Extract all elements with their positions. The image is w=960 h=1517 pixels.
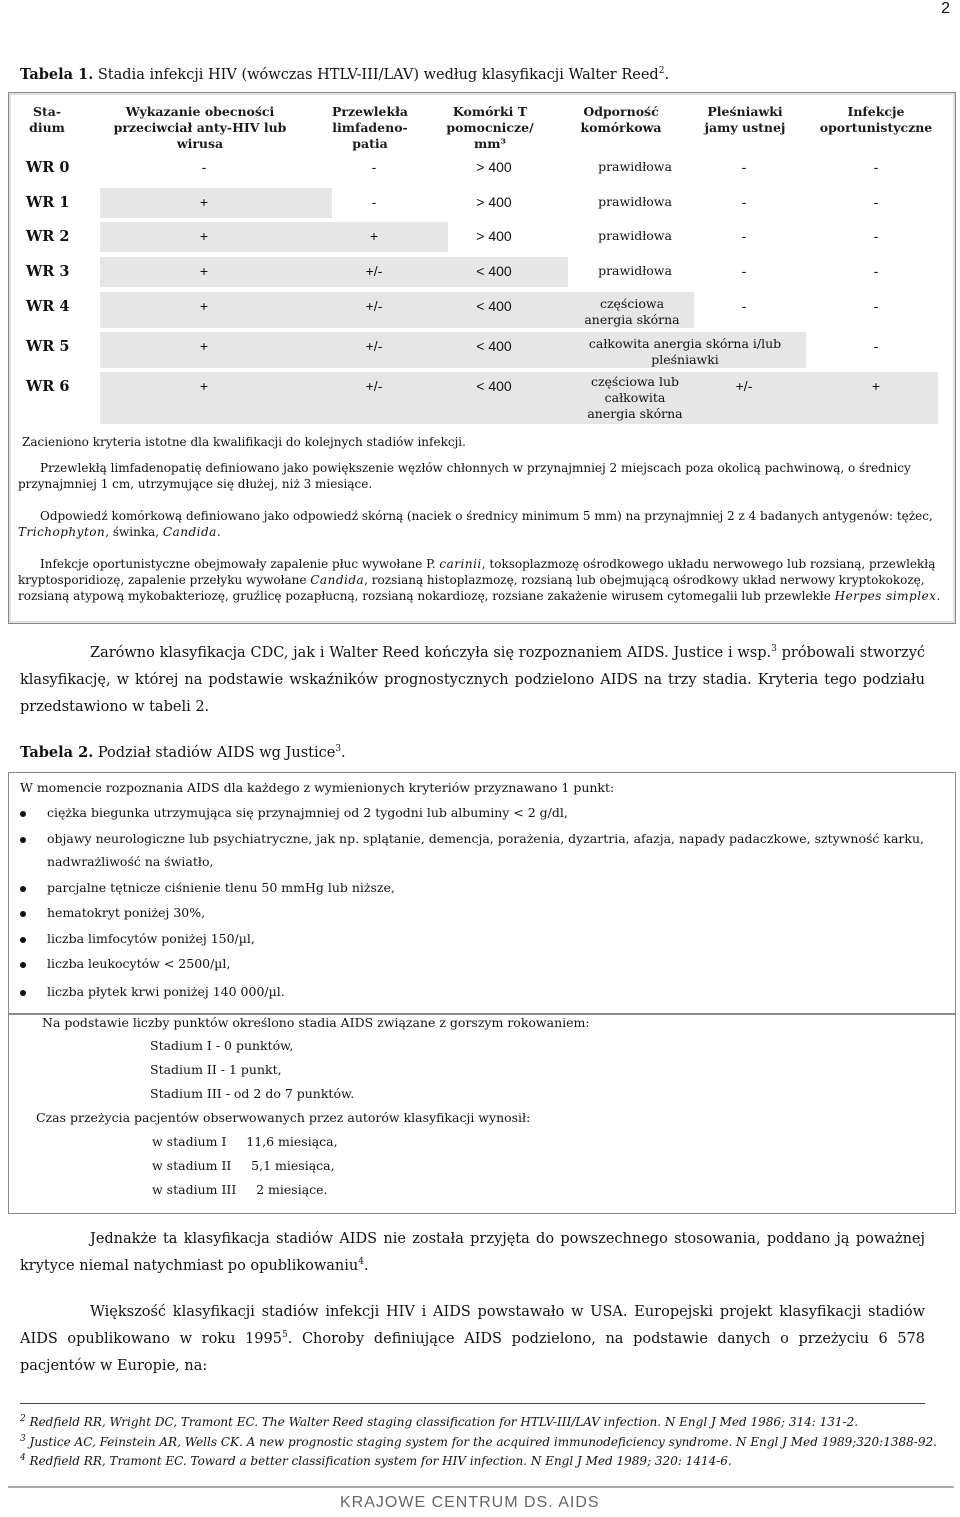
note-lymphadenopathy: Przewlekłą limfadenopatię definiowano jako powiększenie węzłów chłonnych w przynajmniej 2 miejscach poza okolicą pachwinową, o średnicy przynajmniej 1 cm, utrzymujące się dłużej, niż 3 miesiące.: [18, 461, 911, 491]
opportunistic-cell: -: [873, 338, 879, 354]
thrush-cell: -: [741, 263, 747, 279]
paragraph-3: Większość klasyfikacji stadiów infekcji HIV i AIDS powstawało w USA. Europejski projekt klasyfikacji stadiów AIDS opublikowano w roku 1995$^5$. Choroby definiujące AIDS podzielono, na podstawie danych o przeżyciu 6 578 pacjentów w Europie, na:: [20, 1304, 926, 1374]
opportunistic-cell: -: [873, 298, 879, 314]
stage-label: WR 5: [26, 338, 70, 355]
bullet-icon: [20, 911, 26, 917]
tcell-cell: > 400: [476, 159, 512, 175]
survival-intro: Czas przeżycia pacjentów obserwowanych przez autorów klasyfikacji wynosił:: [36, 1110, 531, 1125]
points-intro: Na podstawie liczby punktów określono stadia AIDS związane z gorszym rokowaniem:: [42, 1015, 590, 1030]
criterion-item: objawy neurologiczne lub psychiatryczne, jak np. splątanie, demencja, porażenia, dyzartria, afazja, napady padaczkowe, sztywność karku,: [47, 831, 924, 846]
bullet-icon: [20, 990, 26, 996]
stage-label: WR 0: [26, 159, 70, 176]
table-row: [14, 257, 946, 287]
immunity-cell: całkowita anergia skórna i/lub pleśniawki: [588, 336, 782, 367]
stage-label: WR 6: [26, 378, 70, 395]
lymph-cell: +/-: [365, 298, 383, 314]
survival-item: w stadium II 5,1 miesiąca,: [152, 1158, 335, 1173]
antibodies-cell: +: [199, 194, 209, 210]
bullet-icon: [20, 886, 26, 892]
table-row: [14, 188, 946, 218]
footnote: $^4$ Redfield RR, Tramont EC. Toward a better classification system for HIV infection. N Engl J Med 1989; 320: 1414-6.: [20, 1453, 732, 1468]
table-row: [14, 292, 946, 328]
antibodies-cell: +: [199, 263, 209, 279]
note-cellular-immunity: Odpowiedź komórkową definiowano jako odpowiedź skórną (naciek o średnicy minimum 5 mm) na przynajmniej 2 z 4 badanych antygenów: tężec, Trichophyton, świnka, Candida.: [18, 509, 933, 539]
tcell-cell: < 400: [476, 263, 512, 279]
immunity-cell: prawidłowa: [598, 194, 672, 209]
header-cellular-immunity: Odporność komórkowa: [580, 104, 662, 135]
paragraph-2: Jednakże ta klasyfikacja stadiów AIDS nie została przyjęta do powszechnego stosowania, poddano ją poważnej krytyce niemal natychmiast po opublikowaniu$^4$.: [20, 1231, 925, 1274]
stage-label: WR 4: [26, 298, 70, 315]
criterion-item: liczba leukocytów < 2500/µl,: [47, 956, 231, 971]
criterion-item: liczba płytek krwi poniżej 140 000/µl.: [47, 984, 285, 999]
table-row: [14, 153, 946, 183]
thrush-cell: +/-: [735, 378, 753, 394]
stage-item: Stadium III - od 2 do 7 punktów.: [150, 1086, 355, 1101]
bullet-icon: [20, 837, 26, 843]
header-thrush: Pleśniawki jamy ustnej: [704, 104, 786, 135]
paragraph-1: Zarówno klasyfikacja CDC, jak i Walter Reed kończyła się rozpoznaniem AIDS. Justice i wsp.$^3$ próbowali stworzyć klasyfikację, w której na podstawie wskaźników prognostycznych podzielono AIDS na trzy stadia. Kryteria tego podziału przedstawiono w tabeli 2.: [20, 644, 926, 715]
stage-label: WR 2: [26, 228, 70, 245]
bullet-icon: [20, 937, 26, 943]
header-lymphadenopathy: Przewlekła limfadeno- patia: [331, 104, 409, 151]
lymph-cell: +/-: [365, 263, 383, 279]
thrush-cell: -: [741, 298, 747, 314]
immunity-cell: prawidłowa: [598, 159, 672, 174]
lymph-cell: +/-: [365, 378, 383, 394]
footer-text: KRAJOWE CENTRUM DS. AIDS: [340, 1494, 600, 1511]
immunity-cell: częściowa anergia skórna: [584, 296, 680, 327]
antibodies-cell: +: [199, 298, 209, 314]
stage-item: Stadium II - 1 punkt,: [150, 1062, 282, 1077]
criterion-item: parcjalne tętnicze ciśnienie tlenu 50 mmHg lub niższe,: [47, 880, 395, 895]
antibodies-cell: +: [199, 228, 209, 244]
bullet-icon: [20, 811, 26, 817]
thrush-cell: -: [741, 194, 747, 210]
lymph-cell: +/-: [365, 338, 383, 354]
opportunistic-cell: +: [871, 378, 881, 394]
immunity-cell: prawidłowa: [598, 228, 672, 243]
header-t-cells: Komórki T pomocnicze/ mm³: [446, 104, 534, 151]
page-number: 2: [941, 0, 950, 17]
tcell-cell: > 400: [476, 194, 512, 210]
criterion-item: liczba limfocytów poniżej 150/µl,: [47, 931, 255, 946]
antibodies-cell: -: [201, 159, 207, 175]
criterion-item-continued: nadwrażliwość na światło,: [47, 854, 214, 869]
immunity-cell: częściowa lub całkowita anergia skórna: [587, 374, 683, 421]
lymph-cell: -: [371, 159, 377, 175]
tcell-cell: > 400: [476, 228, 512, 244]
immunity-cell: prawidłowa: [598, 263, 672, 278]
survival-item: w stadium III 2 miesiące.: [152, 1182, 328, 1197]
table-row: [14, 222, 946, 252]
opportunistic-cell: -: [873, 228, 879, 244]
stage-label: WR 1: [26, 194, 70, 211]
survival-item: w stadium I 11,6 miesiąca,: [152, 1134, 338, 1149]
bullet-icon: [20, 962, 26, 968]
header-stage: Sta- dium: [29, 104, 65, 135]
stage-label: WR 3: [26, 263, 70, 280]
opportunistic-cell: -: [873, 263, 879, 279]
criteria-intro: W momencie rozpoznania AIDS dla każdego z wymienionych kryteriów przyznawano 1 punkt:: [20, 780, 615, 795]
lymph-cell: +: [369, 228, 379, 244]
criterion-item: hematokryt poniżej 30%,: [47, 905, 206, 920]
table1-caption: Tabela 1. Stadia infekcji HIV (wówczas HTLV-III/LAV) według klasyfikacji Walter Reed$^2$.: [20, 66, 670, 83]
note-opportunistic: Infekcje oportunistyczne obejmowały zapalenie płuc wywołane P. carinii, toksoplazmozę ośrodkowego układu nerwowego lub rozsianą, przewlekłą kryptosporidiozę, zapalenie przełyku wywołane Candida, rozsianą histoplazmozę, rozsianą lub obejmującą ośrodkowy układ nerwowy kryptokokozę, rozsianą atypową mykobakteriozę, gruźlicę pozapłucną, rozsianą nokardiozę, rozsiane zakażenie wirusem cytomegalii lub przewlekłe Herpes simplex.: [18, 557, 941, 603]
opportunistic-cell: -: [873, 159, 879, 175]
footnote-divider: [20, 1403, 925, 1404]
opportunistic-cell: -: [873, 194, 879, 210]
footnote: $^3$ Justice AC, Feinstein AR, Wells CK. A new prognostic staging system for the acquired immunodeficiency syndrome. N Engl J Med 1989;320:1388-92.: [20, 1434, 937, 1449]
criterion-item: ciężka biegunka utrzymująca się przynajmniej od 2 tygodni lub albuminy < 2 g/dl,: [47, 805, 568, 820]
note-shading: Zacieniono kryteria istotne dla kwalifikacji do kolejnych stadiów infekcji.: [22, 435, 466, 449]
header-opportunistic: Infekcje oportunistyczne: [819, 104, 933, 135]
table2-caption: Tabela 2. Podział stadiów AIDS wg Justice$^3$.: [20, 744, 346, 761]
table-row: [14, 372, 946, 424]
tcell-cell: < 400: [476, 338, 512, 354]
stage-item: Stadium I - 0 punktów,: [150, 1038, 294, 1053]
thrush-cell: -: [741, 228, 747, 244]
lymph-cell: -: [371, 194, 377, 210]
footnote: $^2$ Redfield RR, Wright DC, Tramont EC. The Walter Reed staging classification for HTLV-III/LAV infection. N Engl J Med 1986; 314: 131-2.: [20, 1414, 859, 1429]
table-row: [14, 332, 946, 368]
header-antibodies: Wykazanie obecności przeciwciał anty-HIV lub wirusa: [113, 104, 287, 151]
tcell-cell: < 400: [476, 378, 512, 394]
antibodies-cell: +: [199, 338, 209, 354]
thrush-cell: -: [741, 159, 747, 175]
antibodies-cell: +: [199, 378, 209, 394]
footer-divider: [8, 1486, 954, 1488]
tcell-cell: < 400: [476, 298, 512, 314]
